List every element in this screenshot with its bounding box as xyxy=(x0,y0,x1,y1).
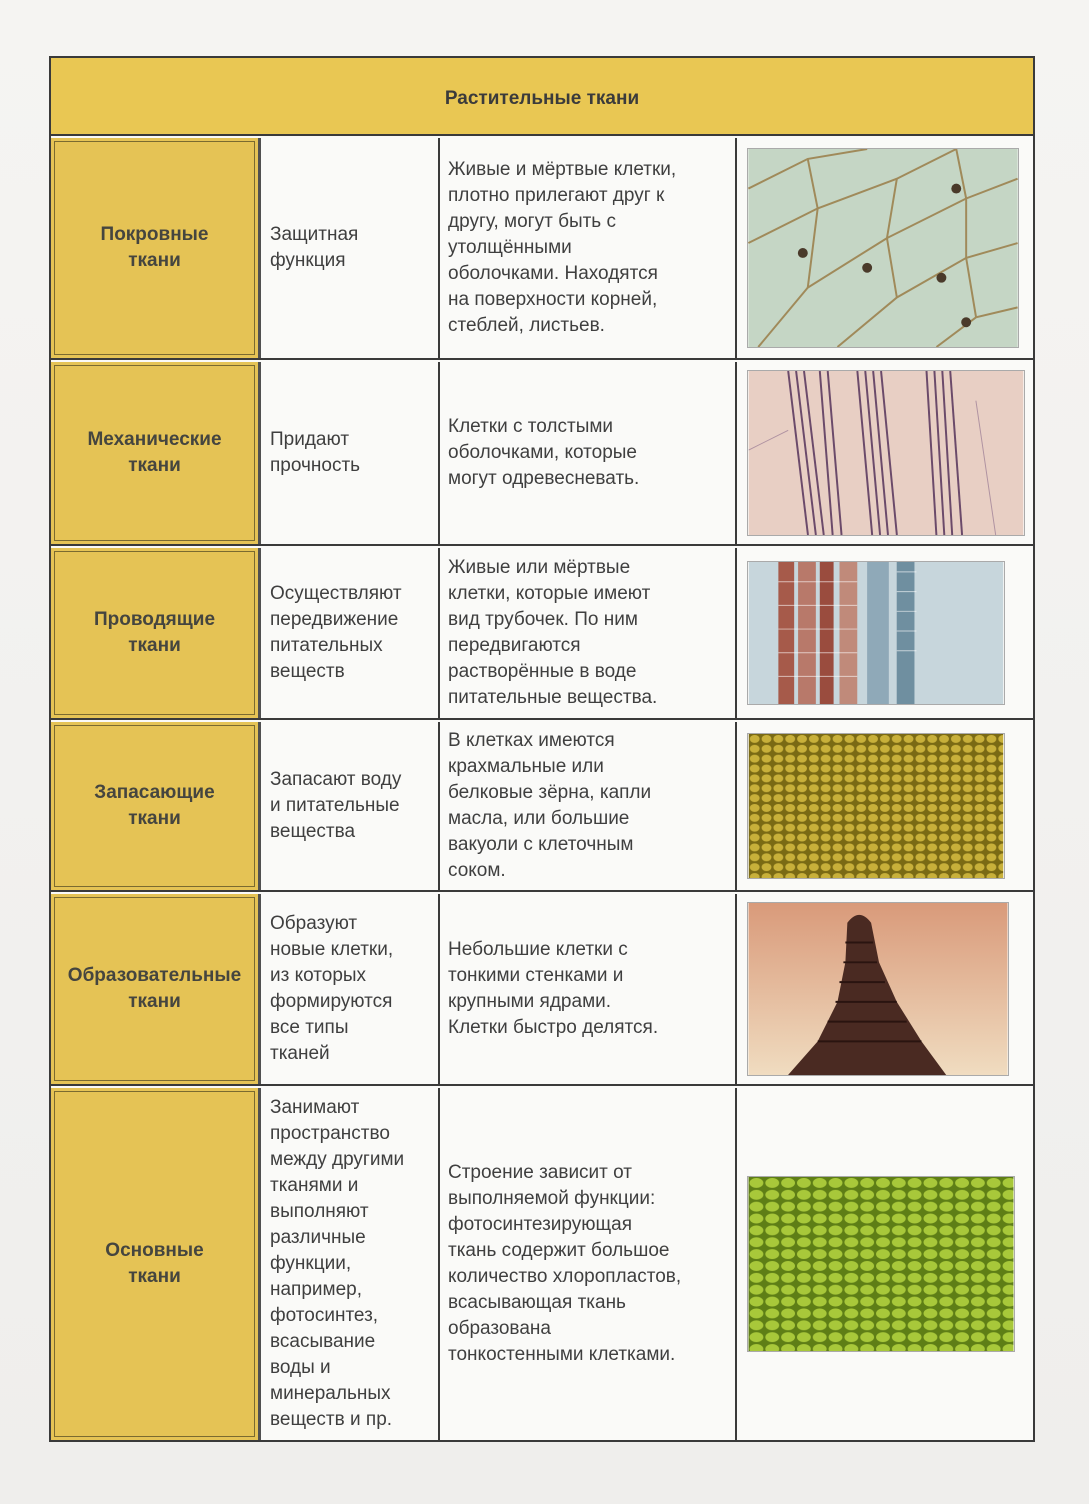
tissue-function: Осуществляют передвижение питательных веществ xyxy=(270,583,402,682)
image-cell xyxy=(739,548,1033,718)
tissue-name: Запасающие ткани xyxy=(94,782,215,829)
tissue-function: Занимают пространство между другими тканями и выполняют различные функции, например, фотосинтез, всасывание воды и минеральных веществ и пр. xyxy=(270,1097,405,1430)
meristem-tissue-micrograph xyxy=(747,902,1009,1076)
tissue-name-cell xyxy=(51,1088,261,1440)
image-cell xyxy=(739,722,1033,890)
function-cell xyxy=(264,362,440,544)
description-cell xyxy=(442,362,737,544)
tissue-function: Образуют новые клетки, из которых формируются все типы тканей xyxy=(270,913,394,1064)
tissue-description: В клетках имеются крахмальные или белковые зёрна, капли масла, или большие вакуоли с клеточным соком. xyxy=(448,730,652,881)
description-cell xyxy=(442,1088,737,1440)
table-row xyxy=(51,894,1033,1086)
description-cell xyxy=(442,548,737,718)
description-cell xyxy=(442,138,737,358)
storage-tissue-micrograph xyxy=(747,733,1005,879)
tissue-name-cell xyxy=(51,722,261,890)
table-row xyxy=(51,548,1033,720)
mechanical-tissue-micrograph xyxy=(747,370,1025,536)
function-cell xyxy=(264,138,440,358)
function-cell xyxy=(264,894,440,1084)
function-cell xyxy=(264,548,440,718)
tissue-description: Строение зависит от выполняемой функции: фотосинтезирующая ткань содержит большое количество хлоропластов, всасывающая ткань образована тонкостенными клетками. xyxy=(448,1162,682,1365)
image-cell xyxy=(739,894,1033,1084)
ground-tissue-micrograph xyxy=(747,1176,1015,1352)
tissue-name-cell xyxy=(51,362,261,544)
table-header xyxy=(51,58,1033,136)
tissue-name: Механические ткани xyxy=(87,429,222,476)
table-row xyxy=(51,1088,1033,1440)
plant-tissues-table xyxy=(49,56,1035,1442)
image-cell xyxy=(739,362,1033,544)
image-cell xyxy=(739,138,1033,358)
tissue-function: Придают прочность xyxy=(270,429,361,476)
tissue-name: Покровные ткани xyxy=(100,224,209,271)
tissue-description: Живые или мёртвые клетки, которые имеют вид трубочек. По ним передвигаются растворённые в воде питательные вещества. xyxy=(448,557,658,708)
tissue-function: Защитная функция xyxy=(270,224,359,271)
integumentary-tissue-micrograph xyxy=(747,148,1019,348)
tissue-name: Проводящие ткани xyxy=(93,609,216,656)
function-cell xyxy=(264,722,440,890)
image-cell xyxy=(739,1088,1033,1440)
tissue-description: Небольшие клетки с тонкими стенками и крупными ядрами. Клетки быстро делятся. xyxy=(448,939,659,1038)
tissue-description: Живые и мёртвые клетки, плотно прилегают друг к другу, могут быть с утолщёнными оболочками. Находятся на поверхности корней, стеблей, листьев. xyxy=(448,159,677,336)
table-row xyxy=(51,722,1033,892)
tissue-function: Запасают воду и питательные вещества xyxy=(270,769,402,842)
table-row xyxy=(51,138,1033,360)
tissue-name-cell xyxy=(51,138,261,358)
table-row xyxy=(51,362,1033,546)
tissue-name-cell xyxy=(51,548,261,718)
description-cell xyxy=(442,894,737,1084)
description-cell xyxy=(442,722,737,890)
function-cell xyxy=(264,1088,440,1440)
tissue-name-cell xyxy=(51,894,261,1084)
conducting-tissue-micrograph xyxy=(747,561,1005,705)
tissue-description: Клетки с толстыми оболочками, которые могут одревесневать. xyxy=(448,416,640,489)
tissue-name: Основные ткани xyxy=(105,1240,204,1287)
tissue-name: Образовательные ткани xyxy=(67,965,242,1012)
table-title: Растительные ткани xyxy=(444,88,640,109)
